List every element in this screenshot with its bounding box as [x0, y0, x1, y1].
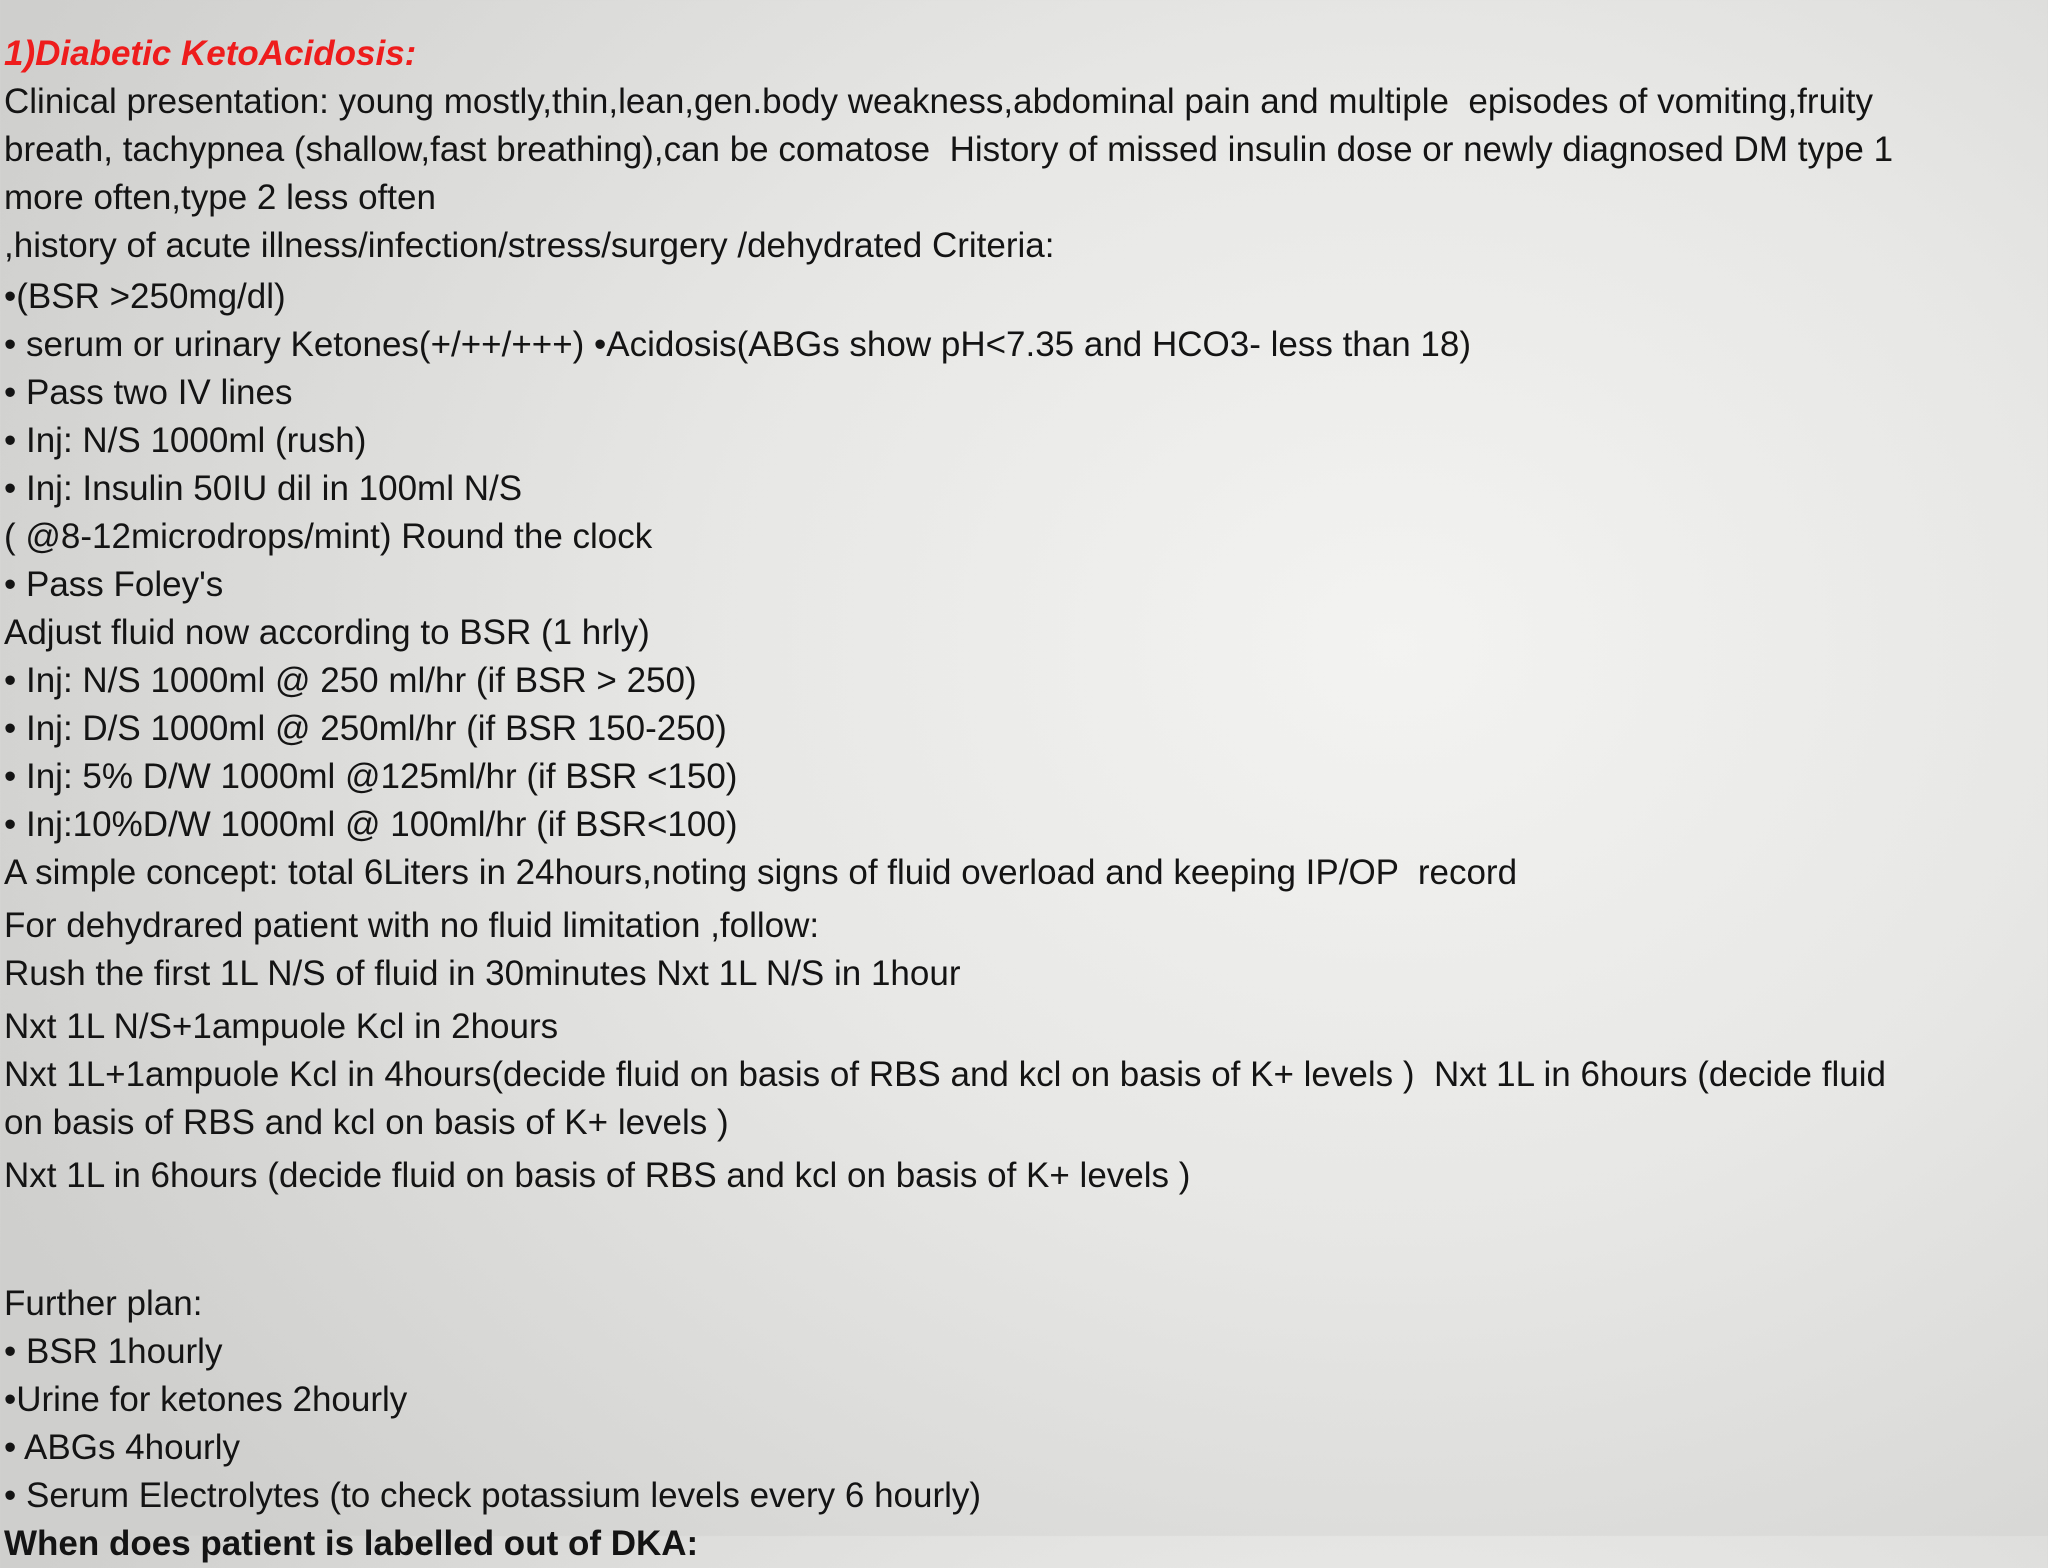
fluid-item: • Inj: N/S 1000ml @ 250 ml/hr (if BSR > 250) [4, 661, 697, 700]
management-item: • Inj: Insulin 50IU dil in 100ml N/S [4, 469, 523, 508]
presentation-line: more often,type 2 less often [4, 178, 436, 217]
further-item: • ABGs 4hourly [4, 1428, 240, 1467]
spacer [4, 1200, 2004, 1280]
management-item: • Pass two IV lines [4, 373, 293, 412]
schedule-line: Nxt 1L N/S+1ampuole Kcl in 2hours [4, 1007, 559, 1046]
schedule-line: on basis of RBS and kcl on basis of K+ levels ) [4, 1103, 729, 1142]
closing-heading: When does patient is labelled out of DKA: [4, 1524, 699, 1563]
slide-title: 1)Diabetic KetoAcidosis: [4, 34, 417, 73]
further-heading: Further plan: [4, 1284, 203, 1323]
further-item: • BSR 1hourly [4, 1332, 223, 1371]
management-item: • Inj: N/S 1000ml (rush) [4, 421, 367, 460]
fluid-item: • Inj: 5% D/W 1000ml @125ml/hr (if BSR <150) [4, 757, 738, 796]
further-item: • Serum Electrolytes (to check potassium levels every 6 hourly) [4, 1476, 982, 1515]
schedule-line: Nxt 1L in 6hours (decide fluid on basis of RBS and kcl on basis of K+ levels ) [4, 1156, 1191, 1195]
management-item: • Pass Foley's [4, 565, 224, 604]
dehydrated-heading: For dehydrared patient with no fluid limitation ,follow: [4, 906, 820, 945]
presentation-line: breath, tachypnea (shallow,fast breathing),can be comatose History of missed insulin dose or newly diagnosed DM type 1 [4, 130, 1894, 169]
concept-line: A simple concept: total 6Liters in 24hours,noting signs of fluid overload and keeping IP/OP record [4, 853, 1518, 892]
criteria-item: •(BSR >250mg/dl) [4, 277, 286, 316]
criteria-item: • serum or urinary Ketones(+/++/+++) •Acidosis(ABGs show pH<7.35 and HCO3- less than 18) [4, 325, 1472, 364]
slide-content [4, 30, 2004, 1568]
history-line: ,history of acute illness/infection/stress/surgery /dehydrated Criteria: [4, 226, 1055, 265]
adjust-heading: Adjust fluid now according to BSR (1 hrly) [4, 613, 650, 652]
further-item: •Urine for ketones 2hourly [4, 1380, 408, 1419]
fluid-item: • Inj:10%D/W 1000ml @ 100ml/hr (if BSR<100) [4, 805, 738, 844]
management-item: ( @8-12microdrops/mint) Round the clock [4, 517, 653, 556]
schedule-line: Nxt 1L+1ampuole Kcl in 4hours(decide fluid on basis of RBS and kcl on basis of K+ levels ) Nxt 1L in 6hours (decide fluid [4, 1055, 1886, 1094]
schedule-line: Rush the first 1L N/S of fluid in 30minutes Nxt 1L N/S in 1hour [4, 954, 961, 993]
fluid-item: • Inj: D/S 1000ml @ 250ml/hr (if BSR 150-250) [4, 709, 727, 748]
presentation-line: Clinical presentation: young mostly,thin,lean,gen.body weakness,abdominal pain and multiple episodes of vomiting,fruity [4, 82, 1874, 121]
